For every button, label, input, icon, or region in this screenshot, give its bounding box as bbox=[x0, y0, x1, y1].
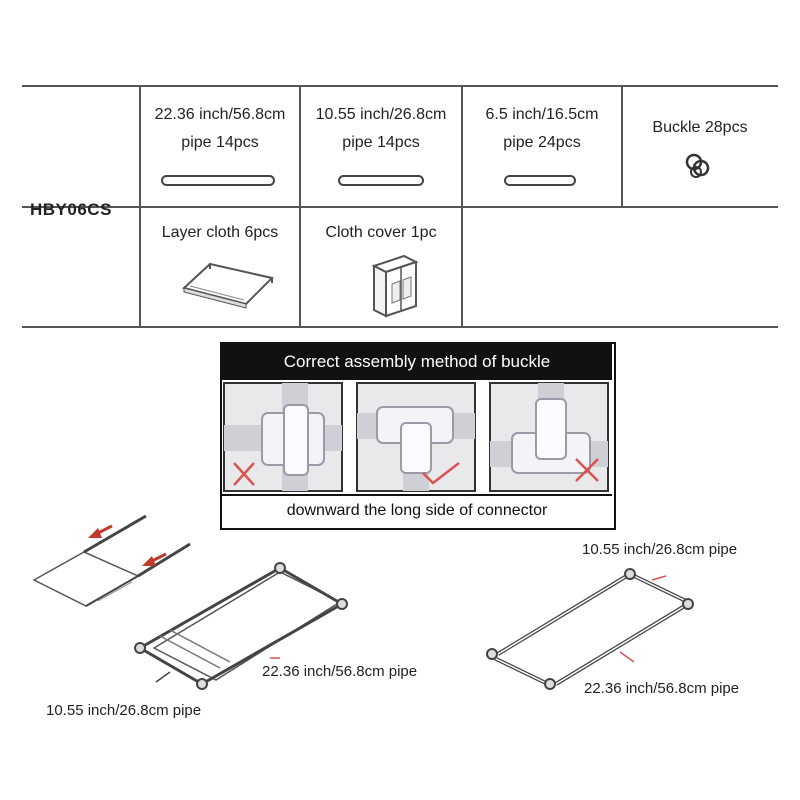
connector-icon bbox=[545, 679, 555, 689]
label-short-pipe-right: 10.55 inch/26.8cm pipe bbox=[582, 541, 738, 558]
part-label: 22.36 inch/56.8cm bbox=[154, 106, 286, 123]
part-quantity: pipe 14pcs bbox=[342, 134, 420, 151]
panel-title: Correct assembly method of buckle bbox=[283, 352, 551, 371]
buckle-example-2 bbox=[357, 383, 477, 493]
cloth-cover-icon bbox=[366, 250, 426, 322]
part-label: Cloth cover 1pc bbox=[325, 224, 437, 241]
layer-cloth-icon bbox=[180, 256, 280, 316]
connector-icon bbox=[197, 679, 207, 689]
long-pipe-icon bbox=[160, 174, 280, 188]
medium-pipe-icon bbox=[337, 174, 427, 188]
connector-icon bbox=[135, 643, 145, 653]
model-number: HBY06CS bbox=[30, 200, 112, 219]
connector-icon bbox=[275, 563, 285, 573]
label-short-pipe-left: 10.55 inch/26.8cm pipe bbox=[46, 702, 202, 719]
label-long-pipe-right: 22.36 inch/56.8cm pipe bbox=[584, 680, 740, 697]
part-quantity: pipe 24pcs bbox=[503, 134, 581, 151]
part-label: 6.5 inch/16.5cm bbox=[485, 106, 599, 123]
buckle-icon bbox=[684, 152, 714, 182]
part-label: Buckle 28pcs bbox=[652, 119, 748, 136]
panel-caption: downward the long side of connector bbox=[222, 494, 612, 526]
part-quantity: pipe 14pcs bbox=[181, 134, 259, 151]
connector-icon bbox=[337, 599, 347, 609]
short-pipe-icon bbox=[503, 174, 583, 188]
buckle-example-3 bbox=[490, 383, 610, 493]
pipe-frame-illustration bbox=[482, 566, 702, 696]
panel-title-bar bbox=[222, 344, 612, 380]
buckle-example-1 bbox=[224, 383, 344, 493]
connector-icon bbox=[683, 599, 693, 609]
part-label: Layer cloth 6pcs bbox=[161, 224, 279, 241]
connector-icon bbox=[487, 649, 497, 659]
connector-icon bbox=[625, 569, 635, 579]
label-long-pipe-left: 22.36 inch/56.8cm pipe bbox=[262, 663, 418, 680]
part-label: 10.55 inch/26.8cm bbox=[315, 106, 447, 123]
